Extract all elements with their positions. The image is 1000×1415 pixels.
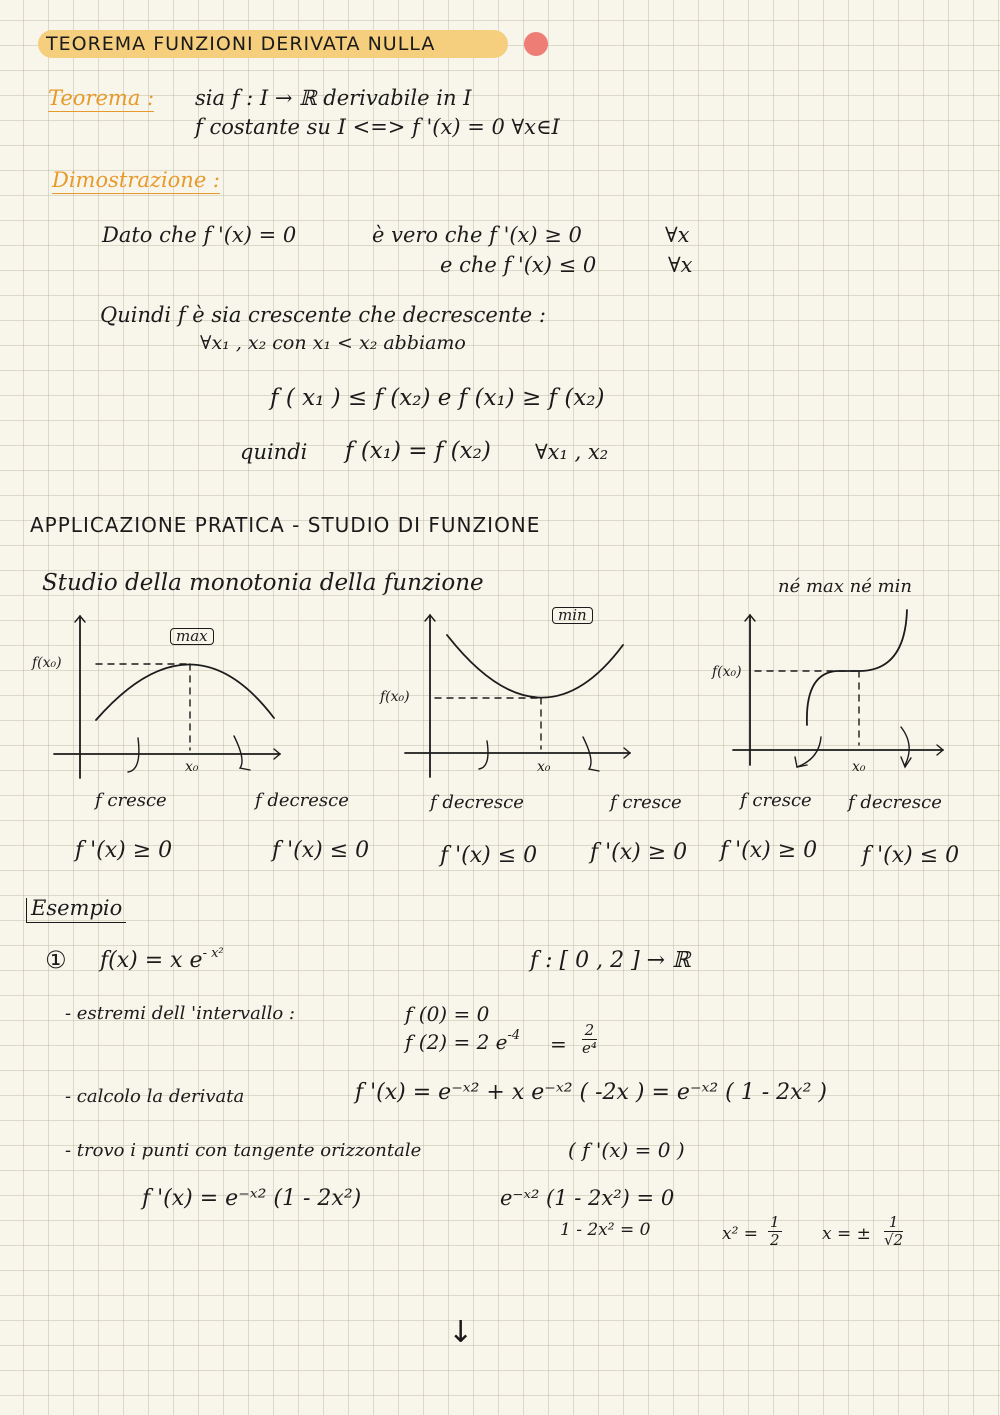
graph-max-box: max — [170, 628, 214, 645]
graph-min-right-deriv: f '(x) ≥ 0 — [590, 840, 688, 865]
proof-line-4: ∀x₁ , x₂ con x₁ < x₂ abbiamo — [200, 332, 466, 354]
graph-max-right-deriv: f '(x) ≤ 0 — [272, 838, 370, 863]
application-subtitle: Studio della monotonia della funzione — [42, 570, 484, 596]
graph-min-box: min — [552, 607, 593, 624]
step4-fraction-half: $\frac{1}{2}$ — [770, 1213, 780, 1250]
step1-equals: = — [550, 1032, 567, 1056]
graph-min-right-label: f cresce — [610, 792, 682, 813]
graph-inflection-right-label: f decresce — [848, 792, 942, 813]
proof-line-6a: quindi — [240, 440, 308, 464]
step1-value-b: f (2) = 2 $e^{-4}$ — [405, 1028, 521, 1054]
graph-inflection — [725, 605, 955, 785]
proof-line-2c: ∀x — [668, 253, 693, 277]
theorem-label: Teorema : — [48, 86, 155, 110]
graph-max-ylabel: f(x₀) — [32, 655, 62, 671]
step4-equation-a: f '(x) = e⁻ˣ² (1 - 2x²) — [142, 1186, 362, 1211]
graph-inflection-xlabel: x₀ — [852, 759, 866, 775]
example-label: Esempio — [26, 898, 126, 923]
graph-max-right-label: f decresce — [255, 790, 349, 811]
page-title: TEOREMA FUNZIONI DERIVATA NULLA — [46, 33, 436, 55]
graph-min-left-label: f decresce — [430, 792, 524, 813]
graph-inflection-curve — [807, 610, 907, 725]
graph-inflection-left-label: f cresce — [740, 790, 812, 811]
example-number: ① — [45, 946, 67, 974]
example-function: f(x) = x $e^{- x^2}$ — [100, 946, 224, 973]
proof-label: Dimostrazione : — [52, 168, 221, 192]
proof-line-3: Quindi f è sia crescente che decrescente : — [100, 303, 546, 327]
application-note: né max né min — [778, 576, 913, 597]
graph-min — [395, 605, 645, 785]
proof-line-2b: e che f '(x) ≤ 0 — [440, 253, 597, 277]
graph-min-left-deriv: f '(x) ≤ 0 — [440, 843, 538, 868]
example-domain: f : [ 0 , 2 ] → ℝ — [530, 948, 691, 973]
graph-max — [40, 610, 290, 785]
proof-line-6c: ∀x₁ , x₂ — [535, 440, 609, 464]
step1-fraction: $\frac{2}{\text{e⁴}}$ — [582, 1021, 597, 1058]
step4-x-squared: x² = — [722, 1224, 759, 1244]
graph-min-curve — [447, 635, 623, 698]
step4-x-solution: x = ± — [822, 1224, 871, 1244]
step1-value-a: f (0) = 0 — [405, 1002, 490, 1026]
graph-max-left-deriv: f '(x) ≥ 0 — [75, 838, 173, 863]
theorem-line-1: sia f : I → ℝ derivabile in I — [195, 86, 472, 110]
graph-min-ylabel: f(x₀) — [380, 689, 410, 705]
down-arrow-icon: ↓ — [448, 1315, 474, 1350]
proof-line-6b: f (x₁) = f (x₂) — [345, 438, 491, 464]
theorem-line-2: f costante su I <=> f '(x) = 0 ∀x∈I — [195, 115, 560, 139]
graph-inflection-left-deriv: f '(x) ≥ 0 — [720, 838, 818, 863]
step4-equation-c: 1 - 2x² = 0 — [560, 1220, 651, 1240]
graph-max-curve — [96, 664, 274, 720]
proof-line-1c: ∀x — [665, 223, 690, 247]
red-dot-marker — [524, 32, 548, 56]
graph-max-left-label: f cresce — [95, 790, 167, 811]
proof-line-5: f ( x₁ ) ≤ f (x₂) e f (x₁) ≥ f (x₂) — [270, 385, 605, 411]
step1-label: - estremi dell 'intervallo : — [65, 1003, 295, 1024]
step3-condition: ( f '(x) = 0 ) — [568, 1138, 685, 1162]
graph-max-xlabel: x₀ — [185, 759, 199, 775]
graph-min-xlabel: x₀ — [537, 759, 551, 775]
graph-inflection-right-deriv: f '(x) ≤ 0 — [862, 843, 960, 868]
proof-line-1a: Dato che f '(x) = 0 — [102, 223, 297, 247]
step3-label: - trovo i punti con tangente orizzontale — [65, 1140, 422, 1161]
graph-inflection-ylabel: f(x₀) — [712, 664, 742, 680]
step4-fraction-root: $\frac{1}{√2}$ — [884, 1213, 904, 1250]
step4-equation-b: e⁻ˣ² (1 - 2x²) = 0 — [500, 1186, 675, 1210]
step2-label: - calcolo la derivata — [65, 1086, 245, 1107]
step2-derivative: f '(x) = e⁻ˣ² + x e⁻ˣ² ( -2x ) = e⁻ˣ² ( 1 - 2x² ) — [355, 1080, 827, 1105]
proof-line-1b: è vero che f '(x) ≥ 0 — [372, 223, 582, 247]
application-title: APPLICAZIONE PRATICA - STUDIO DI FUNZIONE — [30, 513, 541, 537]
